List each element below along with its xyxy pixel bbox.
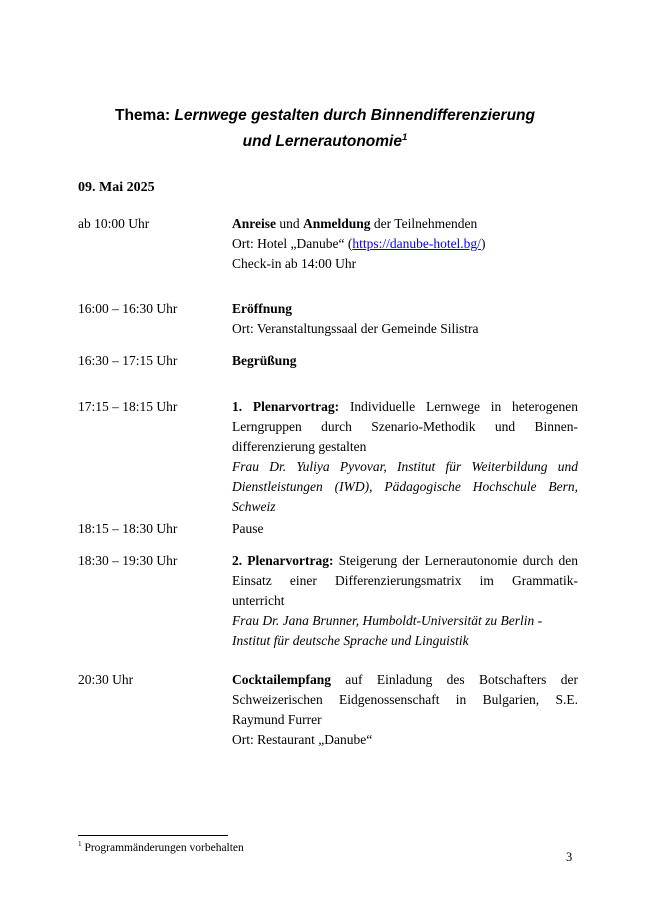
text-segment: 1. Plenarvortrag: — [232, 399, 340, 414]
content-line — [232, 234, 578, 254]
text-segment: Schweizerischen Eidgenossenschaft in Bulgarien, S.E. — [232, 692, 578, 707]
content-line — [232, 397, 578, 417]
text-segment: Begrüßung — [232, 353, 297, 368]
schedule-row — [78, 519, 578, 539]
title-line-1 — [75, 103, 575, 129]
schedule-row — [78, 351, 578, 371]
text-segment: unterricht — [232, 593, 285, 608]
text-segment: differenzierung gestalten — [232, 439, 367, 454]
content-line — [232, 477, 578, 497]
time-cell: 16:30 – 17:15 Uhr — [78, 353, 178, 368]
content-line — [232, 551, 578, 571]
footnote — [78, 840, 244, 856]
text-segment: und Lernerautonomie — [242, 133, 402, 150]
text-segment: Institut für deutsche Sprache und Linguistik — [232, 633, 469, 648]
content-cell — [232, 519, 578, 539]
time-cell: ab 10:00 Uhr — [78, 216, 150, 231]
footnote-text: Programmänderungen vorbehalten — [81, 842, 244, 854]
text-segment: Lerngruppen durch Szenario-Methodik und Binnen- — [232, 419, 578, 434]
text-segment: der Teilnehmenden — [370, 216, 478, 231]
text-segment: Frau Dr. Jana Brunner, Humboldt-Universität zu Berlin - — [232, 613, 543, 628]
content-line — [232, 670, 578, 690]
text-segment: Anmeldung — [303, 216, 371, 231]
content-line — [232, 710, 578, 730]
text-segment: und — [276, 216, 303, 231]
text-segment: Dienstleistungen (IWD), Pädagogische Hochschule Bern, — [232, 479, 578, 494]
schedule-row — [78, 299, 578, 339]
content-line — [232, 299, 578, 319]
text-segment: Pause — [232, 521, 264, 536]
text-segment: 1 — [401, 131, 408, 143]
footnote-separator — [78, 835, 228, 836]
page-number: 3 — [566, 850, 573, 864]
text-segment: Ort: Restaurant „Danube“ — [232, 732, 373, 747]
text-segment: auf Einladung des Botschafters der — [331, 672, 578, 687]
content-cell — [232, 214, 578, 274]
schedule-row — [78, 214, 578, 274]
content-line — [232, 591, 578, 611]
content-cell — [232, 397, 578, 517]
text-segment: Eröffnung — [232, 301, 293, 316]
time-cell: 18:30 – 19:30 Uhr — [78, 553, 178, 568]
text-segment: Lernwege gestalten durch Binnendifferenzierung — [174, 107, 535, 124]
text-segment: Thema: — [114, 107, 175, 124]
schedule-row — [78, 551, 578, 651]
text-segment: ) — [480, 236, 486, 251]
content-cell — [232, 551, 578, 651]
content-line — [232, 497, 578, 517]
text-segment: Raymund Furrer — [232, 712, 322, 727]
content-cell — [232, 670, 578, 750]
content-line — [232, 730, 578, 750]
content-cell — [232, 299, 578, 339]
text-segment: 2. Plenarvortrag: — [232, 553, 334, 568]
content-line — [232, 319, 578, 339]
content-cell — [232, 351, 578, 371]
content-line — [232, 690, 578, 710]
time-cell: 20:30 Uhr — [78, 672, 134, 687]
text-segment: Cocktailempfang — [232, 672, 331, 687]
time-cell: 16:00 – 16:30 Uhr — [78, 301, 178, 316]
schedule-row — [78, 670, 578, 750]
schedule — [78, 214, 578, 750]
footnote-marker: 1 — [78, 840, 82, 849]
content-line — [232, 417, 578, 437]
document-title — [75, 103, 575, 155]
schedule-row — [78, 397, 578, 517]
content-line — [232, 519, 578, 539]
text-segment: Ort: Hotel „Danube“ ( — [232, 236, 353, 251]
time-cell: 17:15 – 18:15 Uhr — [78, 399, 178, 414]
text-segment: Ort: Veranstaltungssaal der Gemeinde Silistra — [232, 321, 479, 336]
text-segment: Check-in ab 14:00 Uhr — [232, 256, 357, 271]
text-segment: Schweiz — [232, 499, 276, 514]
danube-hotel-link[interactable]: https://danube-hotel.bg/ — [352, 236, 481, 251]
time-cell: 18:15 – 18:30 Uhr — [78, 521, 178, 536]
text-segment: Anreise — [232, 216, 276, 231]
content-line — [232, 437, 578, 457]
text-segment: Steigerung der Lernerautonomie durch den — [333, 553, 578, 568]
content-line — [232, 571, 578, 591]
content-line — [232, 457, 578, 477]
content-line — [232, 351, 578, 371]
content-line — [232, 611, 578, 631]
content-line — [232, 214, 578, 234]
date-heading: 09. Mai 2025 — [78, 180, 155, 195]
content-line — [232, 631, 578, 651]
text-segment: Frau Dr. Yuliya Pyvovar, Institut für Weiterbildung und — [232, 459, 578, 474]
text-segment: Individuelle Lernwege in heterogenen — [339, 399, 578, 414]
text-segment: Einsatz einer Differenzierungsmatrix im Grammatik- — [232, 573, 578, 588]
content-line — [232, 254, 578, 274]
title-line-2 — [75, 129, 575, 155]
